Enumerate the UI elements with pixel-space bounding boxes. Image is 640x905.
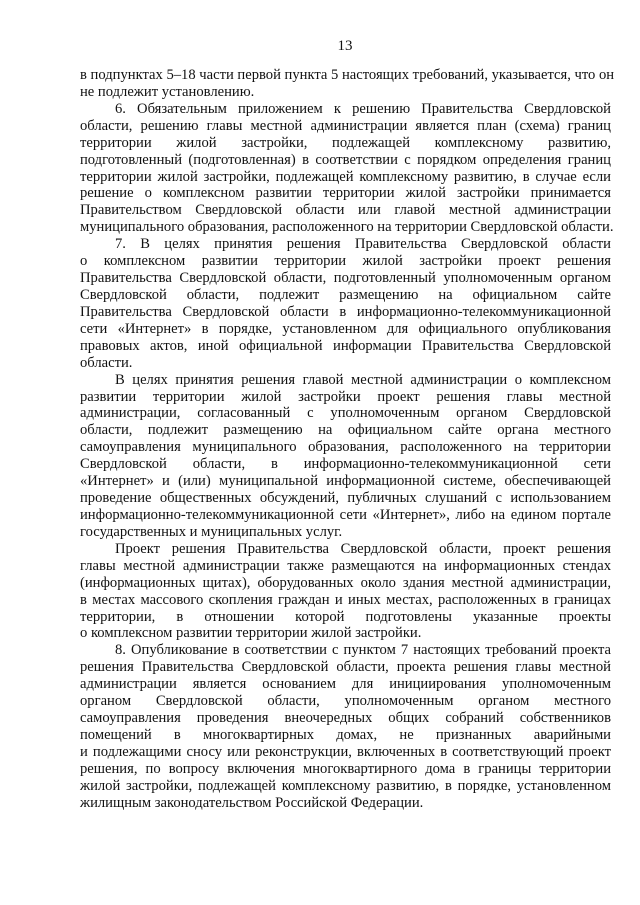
text-line: помещений в многоквартирных домах, не признанных аварийными xyxy=(80,726,611,743)
text-line: сети «Интернет» в порядке, установленном для официального опубликования xyxy=(80,320,611,337)
text-line: главы местной администрации также размещаются на информационных стендах xyxy=(80,557,611,574)
text-line: Правительством Свердловской области или главой местной администрации xyxy=(80,202,611,219)
text-line: 8. Опубликование в соответствии с пунктом 7 настоящих требований проекта xyxy=(115,642,611,659)
text-line: Правительства Свердловской области в информационно-телекоммуникационной xyxy=(80,303,611,320)
text-line: «Интернет» и (или) муниципальной информационной системе, обеспечивающей xyxy=(80,473,611,490)
document-body xyxy=(80,67,615,812)
text-line: о комплексном развитии территории жилой застройки проект решения xyxy=(80,253,611,270)
text-line: жилищным законодательством Российской Федерации. xyxy=(80,794,424,811)
text-line: органом Свердловской области, уполномоченным органом местного xyxy=(80,693,611,710)
text-line: В целях принятия решения главой местной администрации о комплексном xyxy=(115,371,611,388)
paragraph xyxy=(80,67,615,101)
text-line: подготовленный (подготовленная) в соответствии с порядком определения границ xyxy=(80,151,611,168)
text-line: территории, в отношении которой подготовлены указанные проекты xyxy=(80,608,611,625)
paragraph xyxy=(80,372,611,541)
text-line: в местах массового скопления граждан и иных местах, расположенных в границах xyxy=(80,591,611,608)
page-number: 13 xyxy=(337,38,353,54)
text-line: Свердловской области, подлежит размещению на официальном сайте xyxy=(80,286,611,303)
paragraph xyxy=(80,236,611,371)
text-line: и подлежащими сносу или реконструкции, включенных в соответствующий проект xyxy=(80,743,611,760)
text-line: о комплексном развитии территории жилой застройки. xyxy=(80,625,422,642)
text-line: не подлежит установлению. xyxy=(80,83,255,100)
text-line: информационно-телекоммуникационной сети «Интернет», либо на едином портале xyxy=(80,506,611,523)
text-line: проведение общественных обсуждений, публичных слушаний с использованием xyxy=(80,490,611,507)
text-line: администрации, согласованный с уполномоченным органом Свердловской xyxy=(80,405,611,422)
text-line: государственных и муниципальных услуг. xyxy=(80,523,343,540)
text-line: 6. Обязательным приложением к решению Правительства Свердловской xyxy=(115,100,611,117)
text-line: правовых актов, иной официальной информации Правительства Свердловской xyxy=(80,337,611,354)
text-line: Правительства Свердловской области, подготовленный уполномоченным органом xyxy=(80,270,611,287)
text-line: самоуправления проведения внеочередных общих собраний собственников xyxy=(80,710,611,727)
text-line: решения Правительства Свердловской области, проекта решения главы местной xyxy=(80,659,611,676)
text-line: 7. В целях принятия решения Правительства Свердловской области xyxy=(115,236,611,253)
paragraph xyxy=(80,541,611,643)
text-line: территории жилой застройки, подлежащей комплексному развитию, в случае если xyxy=(80,168,611,185)
text-line: в подпунктах 5–18 части первой пункта 5 настоящих требований, указывается, что он xyxy=(80,67,615,83)
text-line: жилой застройки, подлежащей комплексному развитию, в порядке, установленном xyxy=(80,777,611,794)
text-line: Свердловской области, в информационно-телекоммуникационной сети xyxy=(80,456,611,473)
text-line: развитии территории жилой застройки проект решения главы местной xyxy=(80,388,611,405)
text-line: (информационных щитах), оборудованных около здания местной администрации, xyxy=(80,574,611,591)
paragraph xyxy=(80,642,611,811)
text-line: Проект решения Правительства Свердловской области, проект решения xyxy=(115,540,611,557)
text-line: территории жилой застройки, подлежащей комплексному развитию, xyxy=(80,134,611,151)
text-line: администрации является основанием для инициирования уполномоченным xyxy=(80,676,611,693)
text-line: муниципального образования, расположенного на территории Свердловской области. xyxy=(80,219,614,236)
text-line: решение о комплексном развитии территории жилой застройки принимается xyxy=(80,185,611,202)
paragraph xyxy=(80,100,614,236)
text-line: области. xyxy=(80,354,133,371)
text-line: области, подлежит размещению на официальном сайте органа местного xyxy=(80,422,611,439)
text-line: решения, по вопросу включения многоквартирного дома в границы территории xyxy=(80,760,611,777)
text-line: области, решению главы местной администрации является план (схема) границ xyxy=(80,117,611,134)
text-line: самоуправления муниципального образования, расположенного на территории xyxy=(80,439,611,456)
